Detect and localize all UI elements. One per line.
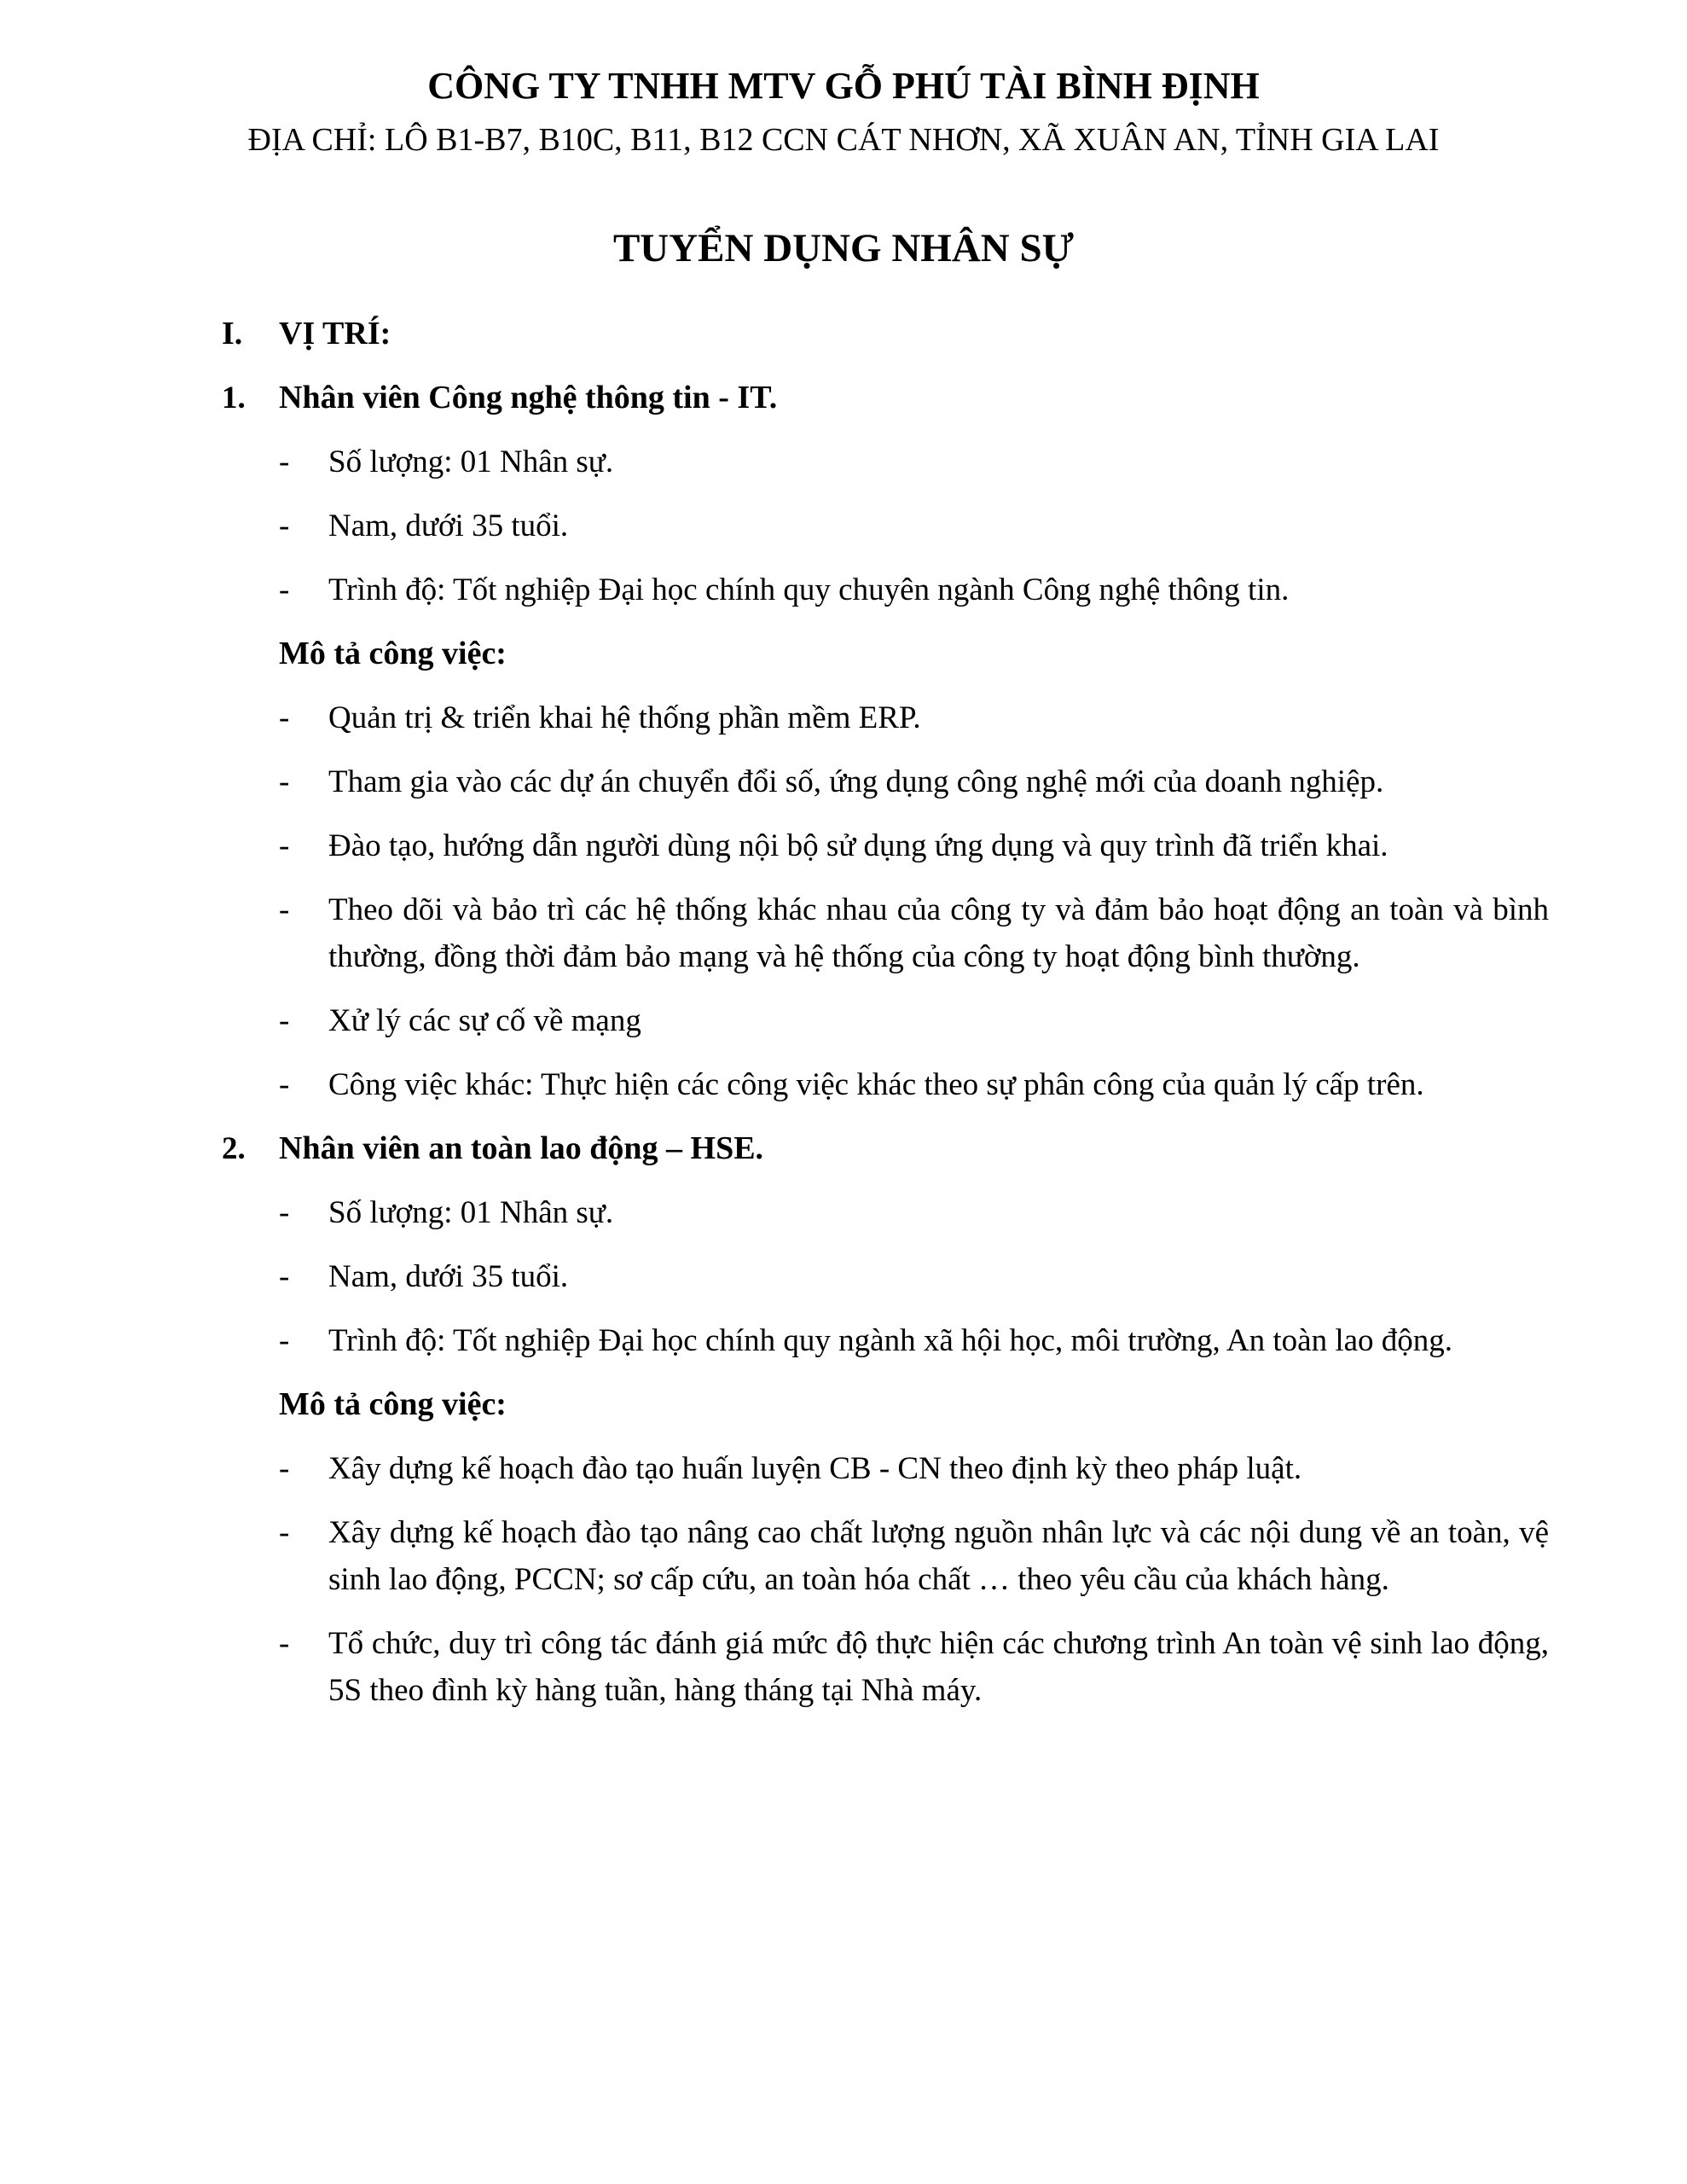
requirement-text: Nam, dưới 35 tuổi. xyxy=(328,1259,569,1294)
list-item xyxy=(279,502,1549,549)
section-number: I. xyxy=(222,316,243,351)
bullet-dash: - xyxy=(279,828,290,863)
bullet-dash: - xyxy=(279,1067,290,1102)
list-item xyxy=(279,1620,1549,1714)
duty-text: Xây dựng kế hoạch đào tạo nâng cao chất lượng nguồn nhân lực và các nội dung về an toàn, vệ sinh lao động, PCCN; sơ cấp cứu, an toàn hóa chất … theo yêu cầu của khách hàng. xyxy=(328,1515,1549,1597)
list-item xyxy=(279,694,1549,741)
document-title: TUYỂN DỤNG NHÂN SỰ xyxy=(612,226,1075,270)
requirement-text: Nam, dưới 35 tuổi. xyxy=(328,508,569,543)
list-item xyxy=(279,566,1549,613)
bullet-dash: - xyxy=(279,764,290,799)
duty-text: Đào tạo, hướng dẫn người dùng nội bộ sử dụng ứng dụng và quy trình đã triển khai. xyxy=(328,828,1388,863)
company-name: CÔNG TY TNHH MTV GỖ PHÚ TÀI BÌNH ĐỊNH xyxy=(427,65,1260,107)
position-2-heading xyxy=(222,1125,1549,1172)
list-item xyxy=(279,1061,1549,1108)
requirement-text: Số lượng: 01 Nhân sự. xyxy=(328,1195,614,1230)
bullet-dash: - xyxy=(279,444,290,479)
document-body xyxy=(222,311,1549,1714)
list-item xyxy=(279,1189,1549,1236)
bullet-dash: - xyxy=(279,1451,290,1486)
section-heading xyxy=(222,311,1549,357)
bullet-dash: - xyxy=(279,1515,290,1550)
position-1-heading xyxy=(222,375,1549,421)
list-item xyxy=(279,822,1549,869)
requirement-text: Trình độ: Tốt nghiệp Đại học chính quy ngành xã hội học, môi trường, An toàn lao động. xyxy=(328,1323,1453,1358)
list-item xyxy=(279,758,1549,805)
position-1-number: 1. xyxy=(222,380,246,415)
list-item xyxy=(279,886,1549,980)
duty-text: Quản trị & triển khai hệ thống phần mềm ERP. xyxy=(328,700,921,735)
bullet-dash: - xyxy=(279,1003,290,1038)
bullet-dash: - xyxy=(279,572,290,607)
bullet-dash: - xyxy=(279,508,290,543)
position-2-number: 2. xyxy=(222,1131,246,1166)
requirement-text: Trình độ: Tốt nghiệp Đại học chính quy chuyên ngành Công nghệ thông tin. xyxy=(328,572,1290,607)
list-item xyxy=(279,439,1549,485)
duty-text: Xử lý các sự cố về mạng xyxy=(328,1003,641,1038)
section-label: VỊ TRÍ: xyxy=(279,316,391,351)
document-header xyxy=(0,61,1687,162)
list-item xyxy=(279,1317,1549,1364)
job-description-label: Mô tả công việc: xyxy=(279,636,507,671)
position-1-title: Nhân viên Công nghệ thông tin - IT. xyxy=(279,380,778,415)
company-address: ĐỊA CHỈ: LÔ B1-B7, B10C, B11, B12 CCN CÁT NHƠN, XÃ XUÂN AN, TỈNH GIA LAI xyxy=(247,122,1440,158)
list-item xyxy=(279,1509,1549,1603)
list-item xyxy=(279,1445,1549,1492)
duty-text: Theo dõi và bảo trì các hệ thống khác nhau của công ty và đảm bảo hoạt động an toàn và bình thường, đồng thời đảm bảo mạng và hệ thống của công ty hoạt động bình thường. xyxy=(328,892,1549,974)
duty-text: Tổ chức, duy trì công tác đánh giá mức độ thực hiện các chương trình An toàn vệ sinh lao động, 5S theo đình kỳ hàng tuần, hàng tháng tại Nhà máy. xyxy=(328,1626,1549,1708)
requirement-text: Số lượng: 01 Nhân sự. xyxy=(328,444,614,479)
job-description-label: Mô tả công việc: xyxy=(279,1386,507,1422)
duty-text: Xây dựng kế hoạch đào tạo huấn luyện CB - CN theo định kỳ theo pháp luật. xyxy=(328,1451,1302,1486)
duty-text: Tham gia vào các dự án chuyển đổi số, ứng dụng công nghệ mới của doanh nghiệp. xyxy=(328,764,1384,799)
list-item xyxy=(279,997,1549,1044)
position-2-title: Nhân viên an toàn lao động – HSE. xyxy=(279,1130,764,1166)
bullet-dash: - xyxy=(279,892,290,927)
bullet-dash: - xyxy=(279,1626,290,1661)
bullet-dash: - xyxy=(279,1259,290,1294)
bullet-dash: - xyxy=(279,1195,290,1230)
bullet-dash: - xyxy=(279,1323,290,1358)
list-item xyxy=(279,1253,1549,1300)
duty-text: Công việc khác: Thực hiện các công việc khác theo sự phân công của quản lý cấp trên. xyxy=(328,1067,1424,1102)
bullet-dash: - xyxy=(279,700,290,735)
